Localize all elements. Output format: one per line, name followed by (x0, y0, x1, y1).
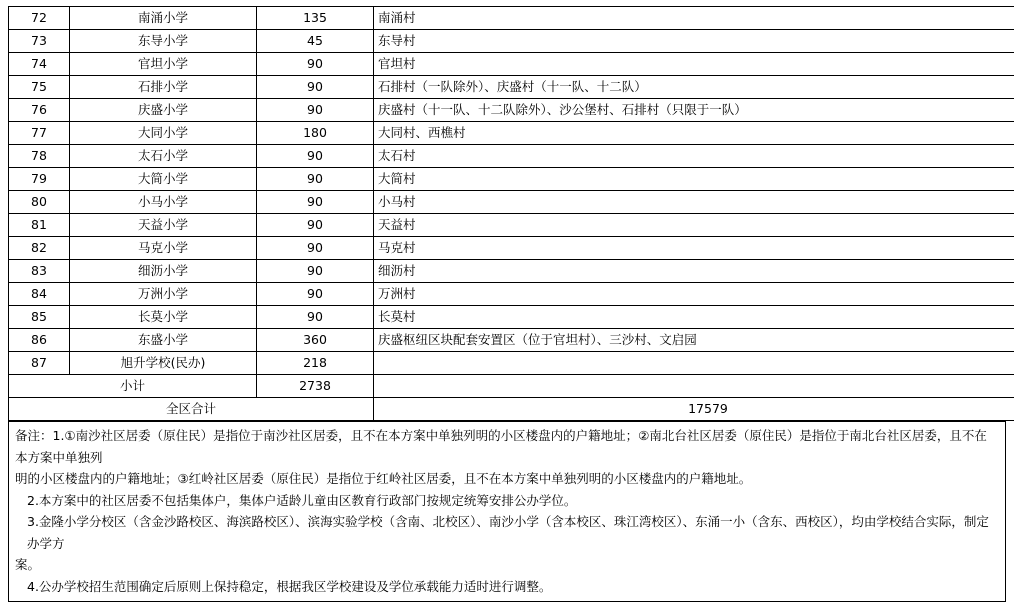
row-no: 86 (9, 329, 70, 352)
table-row (9, 30, 1014, 53)
row-school-name: 细沥小学 (70, 260, 257, 283)
row-school-name: 大简小学 (70, 168, 257, 191)
table-row (9, 99, 1014, 122)
row-range: 天益村 (374, 214, 1014, 237)
row-school-name: 旭升学校(民办) (70, 352, 257, 375)
note-line-1: 备注：1.①南沙社区居委（原住民）是指位于南沙社区居委，且不在本方案中单独列明的小区楼盘内的户籍地址；②南北台社区居委（原住民）是指位于南北台社区居委，且不在本方案中单独列 (15, 425, 999, 468)
row-no: 81 (9, 214, 70, 237)
row-range: 万洲村 (374, 283, 1014, 306)
row-school-name: 大同小学 (70, 122, 257, 145)
row-plan: 90 (257, 76, 374, 99)
table-row (9, 53, 1014, 76)
row-plan: 90 (257, 214, 374, 237)
row-plan: 90 (257, 99, 374, 122)
table-body (9, 7, 1014, 421)
row-no: 84 (9, 283, 70, 306)
row-no: 78 (9, 145, 70, 168)
row-no: 74 (9, 53, 70, 76)
row-school-name: 太石小学 (70, 145, 257, 168)
table-row (9, 168, 1014, 191)
subtotal-label: 小计 (9, 375, 257, 398)
table-row (9, 306, 1014, 329)
row-plan: 90 (257, 283, 374, 306)
row-no: 73 (9, 30, 70, 53)
row-range: 官坦村 (374, 53, 1014, 76)
note-line-3b: 案。 (15, 554, 999, 576)
table-row (9, 76, 1014, 99)
row-school-name: 东盛小学 (70, 329, 257, 352)
note-line-4: 4.公办学校招生范围确定后原则上保持稳定，根据我区学校建设及学位承载能力适时进行调整。 (15, 576, 999, 598)
row-plan: 90 (257, 306, 374, 329)
row-range: 庆盛枢纽区块配套安置区（位于官坦村）、三沙村、文启园 (374, 329, 1014, 352)
row-school-name: 东导小学 (70, 30, 257, 53)
row-range: 石排村（一队除外）、庆盛村（十一队、十二队） (374, 76, 1014, 99)
row-no: 85 (9, 306, 70, 329)
row-no: 75 (9, 76, 70, 99)
row-plan: 90 (257, 237, 374, 260)
row-no: 79 (9, 168, 70, 191)
row-no: 76 (9, 99, 70, 122)
subtotal-value: 2738 (257, 375, 374, 398)
row-range: 小马村 (374, 191, 1014, 214)
total-value: 17579 (374, 398, 1014, 421)
table-row (9, 191, 1014, 214)
school-enrollment-table (8, 6, 1014, 421)
note-line-2: 2.本方案中的社区居委不包括集体户，集体户适龄儿童由区教育行政部门按规定统筹安排公办学位。 (15, 490, 999, 512)
row-school-name: 石排小学 (70, 76, 257, 99)
row-range: 太石村 (374, 145, 1014, 168)
row-school-name: 官坦小学 (70, 53, 257, 76)
table-row (9, 145, 1014, 168)
table-row (9, 283, 1014, 306)
row-school-name: 马克小学 (70, 237, 257, 260)
row-plan: 90 (257, 145, 374, 168)
row-plan: 45 (257, 30, 374, 53)
table-row (9, 329, 1014, 352)
row-school-name: 小马小学 (70, 191, 257, 214)
row-range: 细沥村 (374, 260, 1014, 283)
row-range: 大简村 (374, 168, 1014, 191)
row-range: 大同村、西樵村 (374, 122, 1014, 145)
row-plan: 90 (257, 260, 374, 283)
row-no: 77 (9, 122, 70, 145)
row-range: 南涌村 (374, 7, 1014, 30)
table-row (9, 352, 1014, 375)
subtotal-row (9, 375, 1014, 398)
row-range: 庆盛村（十一队、十二队除外）、沙公堡村、石排村（只限于一队） (374, 99, 1014, 122)
table-row (9, 237, 1014, 260)
row-plan: 180 (257, 122, 374, 145)
row-no: 83 (9, 260, 70, 283)
table-row (9, 260, 1014, 283)
row-range: 东导村 (374, 30, 1014, 53)
row-plan: 90 (257, 168, 374, 191)
row-range (374, 352, 1014, 375)
row-school-name: 长莫小学 (70, 306, 257, 329)
notes-block (8, 421, 1006, 602)
row-plan: 135 (257, 7, 374, 30)
table-row (9, 214, 1014, 237)
row-school-name: 庆盛小学 (70, 99, 257, 122)
row-range: 马克村 (374, 237, 1014, 260)
note-line-3: 3.金隆小学分校区（含金沙路校区、海滨路校区）、滨海实验学校（含南、北校区）、南沙小学（含本校区、珠江湾校区）、东涌一小（含东、西校区），均由学校结合实际，制定办学方 (15, 511, 999, 554)
row-school-name: 天益小学 (70, 214, 257, 237)
row-no: 72 (9, 7, 70, 30)
total-row (9, 398, 1014, 421)
subtotal-range (374, 375, 1014, 398)
row-school-name: 南涌小学 (70, 7, 257, 30)
row-plan: 360 (257, 329, 374, 352)
row-plan: 218 (257, 352, 374, 375)
row-no: 82 (9, 237, 70, 260)
row-no: 80 (9, 191, 70, 214)
table-row (9, 122, 1014, 145)
row-plan: 90 (257, 191, 374, 214)
table-row (9, 7, 1014, 30)
row-range: 长莫村 (374, 306, 1014, 329)
total-label: 全区合计 (9, 398, 374, 421)
row-school-name: 万洲小学 (70, 283, 257, 306)
row-plan: 90 (257, 53, 374, 76)
note-line-1b: 明的小区楼盘内的户籍地址；③红岭社区居委（原住民）是指位于红岭社区居委，且不在本方案中单独列明的小区楼盘内的户籍地址。 (15, 468, 999, 490)
row-no: 87 (9, 352, 70, 375)
